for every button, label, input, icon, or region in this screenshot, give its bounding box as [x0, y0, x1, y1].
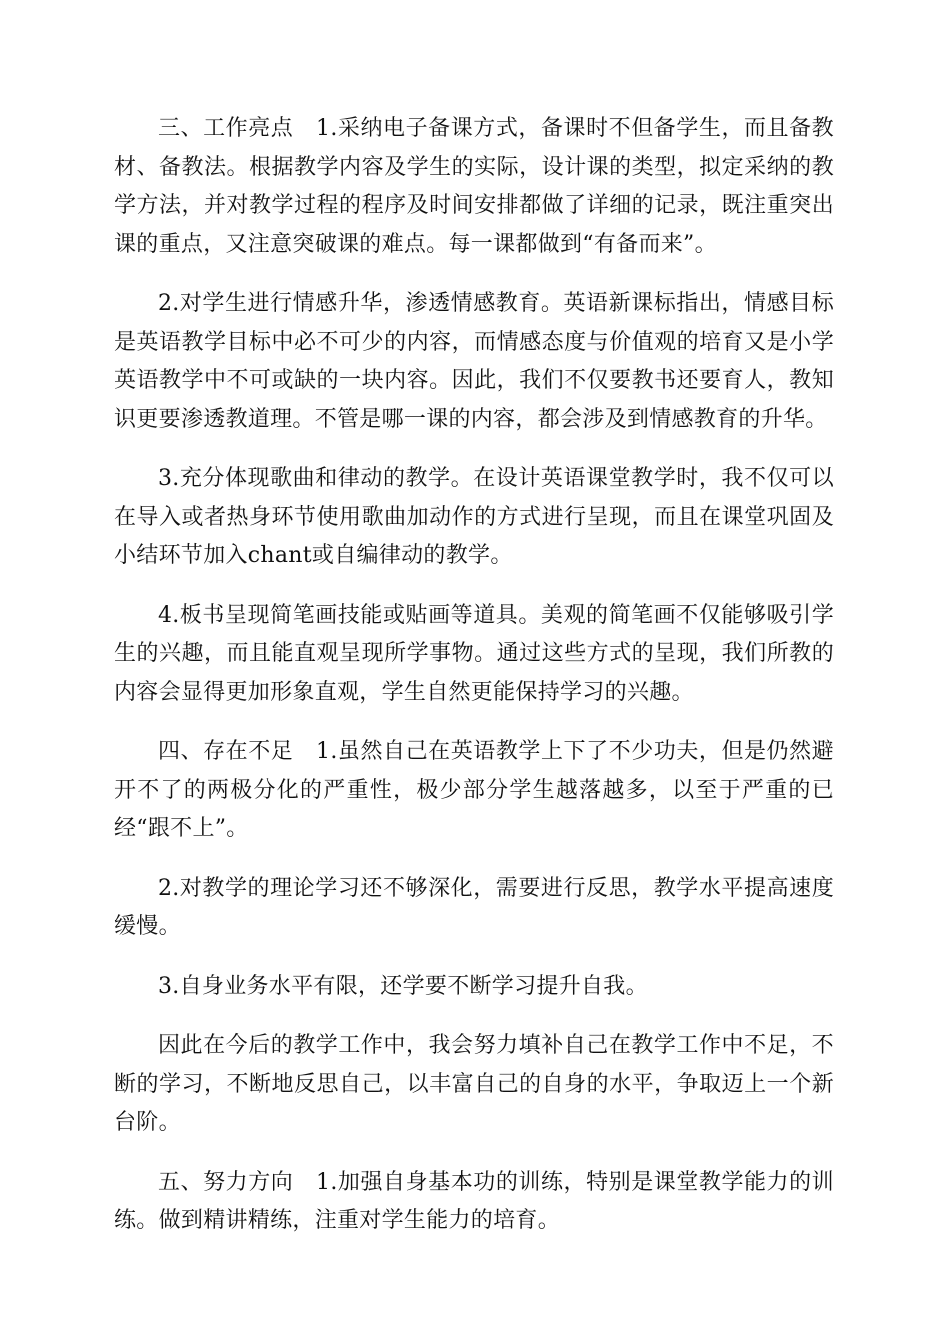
paragraph-shortcomings-2	[114, 870, 834, 947]
paragraph-shortcomings-3	[114, 968, 834, 1007]
paragraph-conclusion	[114, 1027, 834, 1143]
paragraph-text: 2.对学生进行情感升华，渗透情感教育。英语新课标指出，情感目标是英语教学目标中必不可少的内容，而情感态度与价值观的培育又是小学英语教学中不可或缺的一块内容。因此，我们不仅要教书还要育人，教知识更要渗透教道理。不管是哪一课的内容，都会涉及到情感教育的升华。	[114, 291, 834, 432]
paragraph-highlights-1	[114, 110, 834, 264]
paragraph-text: 因此在今后的教学工作中，我会努力填补自己在教学工作中不足，不断的学习，不断地反思自己，以丰富自己的自身的水平，争取迈上一个新台阶。	[114, 1033, 834, 1135]
paragraph-highlights-3	[114, 460, 834, 576]
section-heading-direction: 五、努力方向	[158, 1169, 294, 1195]
paragraph-highlights-4	[114, 597, 834, 713]
document-body	[114, 110, 834, 1241]
section-heading-shortcomings: 四、存在不足	[158, 739, 294, 764]
paragraph-shortcomings-1	[114, 733, 834, 849]
paragraph-text: 1.加强自身基本功的训练，特别是课堂教学能力的训练。做到精讲精练，注重对学生能力的培育。	[114, 1169, 834, 1233]
paragraph-text: 1.采纳电子备课方式，备课时不但备学生，而且备教材、备教法。根据教学内容及学生的实际，设计课的类型，拟定采纳的教学方法，并对教学过程的程序及时间安排都做了详细的记录，既注重突出课的重点，又注意突破课的难点。每一课都做到“有备而来”。	[114, 116, 834, 257]
paragraph-text: 3.自身业务水平有限，还学要不断学习提升自我。	[158, 973, 648, 999]
paragraph-text: 1.虽然自己在英语教学上下了不少功夫，但是仍然避开不了的两极分化的严重性，极少部分学生越落越多，以至于严重的已经“跟不上”。	[114, 739, 834, 841]
paragraph-direction-1	[114, 1164, 834, 1241]
paragraph-text: 3.充分体现歌曲和律动的教学。在设计英语课堂教学时，我不仅可以在导入或者热身环节使用歌曲加动作的方式进行呈现，而且在课堂巩固及小结环节加入chant或自编律动的教学。	[114, 466, 834, 568]
paragraph-text: 2.对教学的理论学习还不够深化，需要进行反思，教学水平提高速度缓慢。	[114, 875, 834, 939]
paragraph-highlights-2	[114, 285, 834, 439]
paragraph-text: 4.板书呈现简笔画技能或贴画等道具。美观的简笔画不仅能够吸引学生的兴趣，而且能直观呈现所学事物。通过这些方式的呈现，我们所教的内容会显得更加形象直观，学生自然更能保持学习的兴趣。	[114, 602, 834, 705]
section-heading-highlights: 三、工作亮点	[158, 116, 294, 141]
